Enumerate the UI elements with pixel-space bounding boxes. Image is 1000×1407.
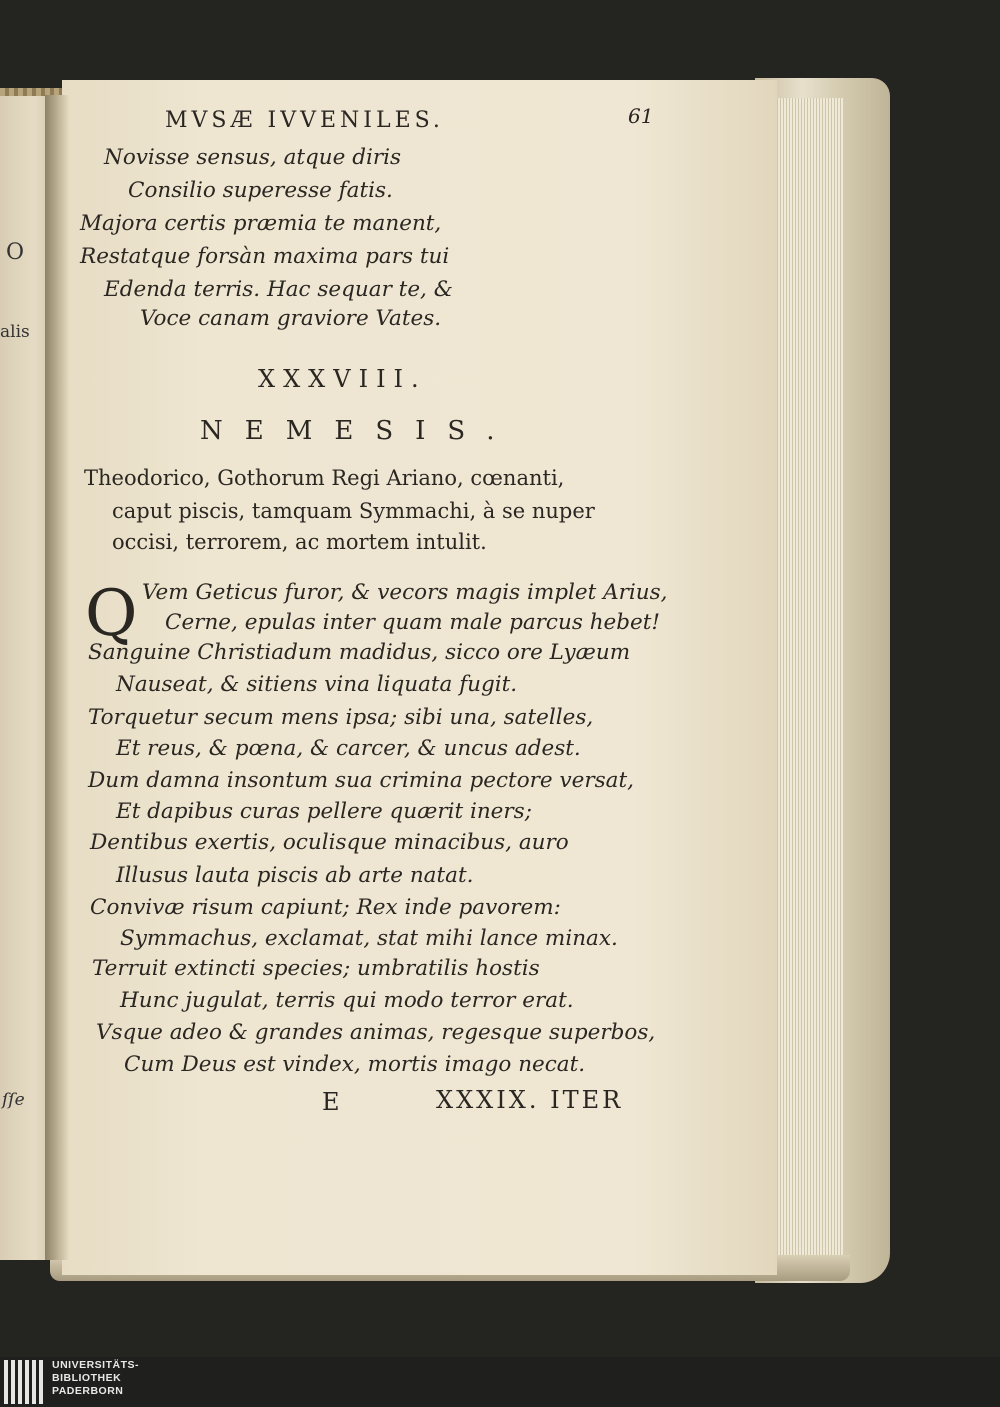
verse-line: Restatque forsàn maxima pars tui — [80, 244, 450, 269]
verse-line: Sanguine Christiadum madidus, sicco ore Lyæum — [88, 640, 631, 665]
poem-number: XXXVIII. — [258, 365, 427, 393]
verse-line: Dum damna insontum sua crimina pectore versat, — [88, 768, 634, 793]
left-page-fragment: O — [6, 240, 25, 265]
logo-text-line: PADERBORN — [52, 1385, 124, 1397]
catchword: XXXIX. ITER — [436, 1086, 624, 1114]
logo-text-line: UNIVERSITÄTS- — [52, 1359, 140, 1371]
verse-line: Majora certis præmia te manent, — [80, 211, 442, 236]
argument-line: caput piscis, tamquam Symmachi, à se nuper — [112, 499, 595, 523]
verse-line: Voce canam graviore Vates. — [140, 306, 442, 331]
verse-line: Consilio superesse fatis. — [128, 178, 393, 203]
verse-line: Hunc jugulat, terris qui modo terror erat. — [120, 988, 574, 1013]
verse-line: Vsque adeo & grandes animas, regesque superbos, — [96, 1020, 656, 1045]
footer-bar — [0, 1357, 1000, 1407]
gutter-shadow — [45, 95, 70, 1260]
verse-line: Convivæ risum capiunt; Rex inde pavorem: — [90, 895, 561, 920]
verse-line: Et dapibus curas pellere quærit iners; — [116, 799, 532, 824]
left-page-fragment: ſſe — [2, 1090, 25, 1110]
left-page-fragment: alis — [0, 322, 30, 342]
verse-line: Terruit extincti species; umbratilis hostis — [92, 956, 540, 981]
verse-line: Edenda terris. Hac sequar te, & — [104, 277, 453, 302]
verse-line: Et reus, & pœna, & carcer, & uncus adest. — [116, 736, 581, 761]
argument-line: occisi, terrorem, ac mortem intulit. — [112, 530, 487, 554]
signature-mark: E — [322, 1088, 340, 1116]
verse-line: Nauseat, & sitiens vina liquata fugit. — [116, 672, 518, 697]
drop-cap: Q — [85, 577, 138, 651]
logo-text-line: BIBLIOTHEK — [52, 1372, 122, 1384]
verse-line: Illusus lauta piscis ab arte natat. — [116, 863, 474, 888]
verse-line: Dentibus exertis, oculisque minacibus, auro — [90, 830, 569, 855]
verse-line: Novisse sensus, atque diris — [104, 145, 402, 170]
argument-line: Theodorico, Gothorum Regi Ariano, cœnanti, — [84, 466, 565, 490]
page-number: 61 — [628, 104, 654, 128]
verse-line: Torquetur secum mens ipsa; sibi una, satelles, — [88, 705, 594, 730]
verse-line: Cerne, epulas inter quam male parcus hebet! — [165, 610, 661, 635]
library-logo-icon — [4, 1360, 44, 1404]
verse-line: Symmachus, exclamat, stat mihi lance minax. — [120, 926, 618, 951]
running-head: MVSÆ IVVENILES. — [165, 108, 444, 133]
verse-line: Vem Geticus furor, & vecors magis implet Arius, — [142, 580, 668, 605]
poem-title: NEMESIS. — [200, 416, 517, 446]
verse-line: Cum Deus est vindex, mortis imago necat. — [124, 1052, 586, 1077]
